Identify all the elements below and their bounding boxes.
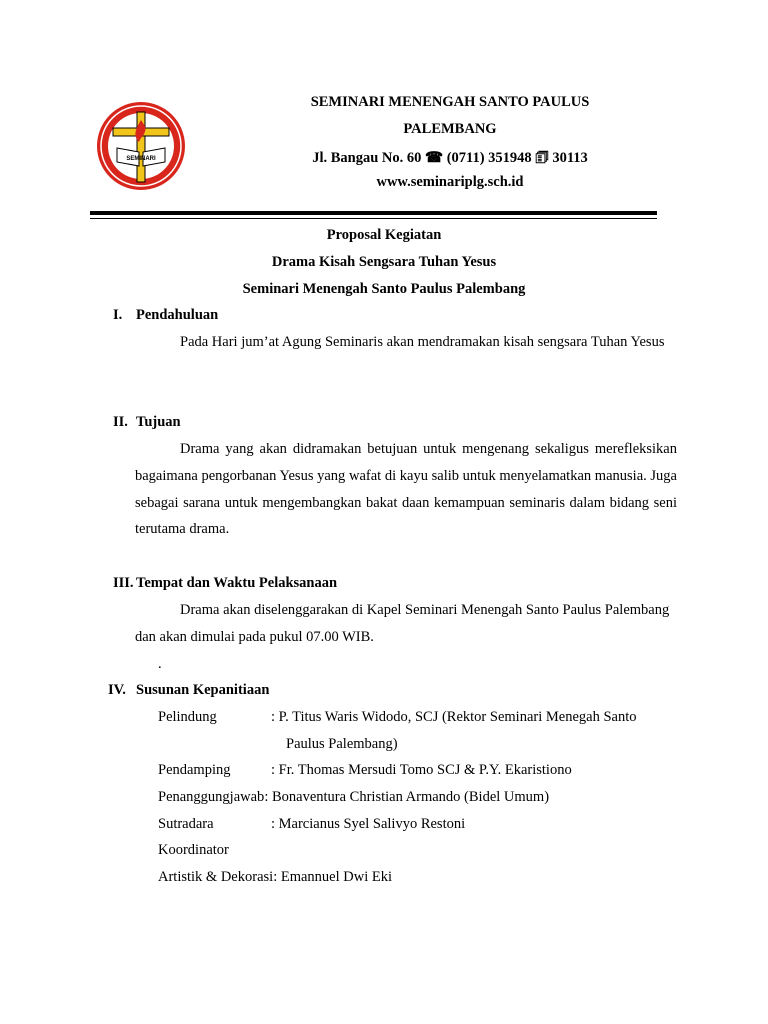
doc-title-line1: Proposal Kegiatan [326,227,442,243]
website: www.seminariplg.sch.id [376,174,524,190]
postal-code: 30113 [552,150,588,166]
committee-row [158,762,572,779]
section-number: I. [113,307,123,323]
committee-member: : Marcianus Syel Salivyo Restoni [271,816,466,832]
phone: (0711) 351948 [446,150,532,166]
committee-member: : Emannuel Dwi Eki [273,869,392,885]
seminari-logo [95,98,187,194]
committee-role: Sutradara [158,816,214,832]
committee-row-cont [286,736,398,753]
committee-row [158,709,636,726]
committee-row [158,816,465,833]
section-title: Tempat dan Waktu Pelaksanaan [136,575,338,591]
committee-row [158,842,271,859]
doc-title-line3: Seminari Menengah Santo Paulus Palembang [242,281,526,297]
committee-role: Pendamping [158,762,231,778]
committee-member: : P. Titus Waris Widodo, SCJ (Rektor Seminari Menegah Santo [271,709,637,725]
header-rule-thick [90,211,657,215]
section-body: Pada Hari jum’at Agung Seminaris akan mendramakan kisah sengsara Tuhan Yesus [180,334,665,350]
section-title: Tujuan [136,414,181,430]
committee-member: : Bonaventura Christian Armando (Bidel Umum) [264,789,550,805]
institution-name: SEMINARI MENENGAH SANTO PAULUS [310,94,590,110]
section-title: Pendahuluan [136,307,219,323]
header-rule-thin [90,218,657,219]
mailbox-icon: 🗊 [535,150,549,166]
committee-row [158,789,549,806]
committee-member-cont: Paulus Palembang) [286,736,398,752]
section-body: Drama yang akan didramakan betujuan untuk mengenang sekaligus merefleksikan bagaimana pengorbanan Yesus yang wafat di kayu salib untuk menyelamatkan manusia. Juga sebagai sarana untuk mengembangkan bakat daan kemampuan seminaris dalam bidang seni terutama drama. [135,441,677,538]
phone-icon: ☎ [425,150,444,166]
section-number: III. [113,575,134,591]
contact-line [250,147,650,172]
committee-row [158,869,392,886]
stray-dot: . [158,656,162,672]
committee-role: Artistik & Dekorasi [158,869,274,885]
section-body: Drama akan diselenggarakan di Kapel Seminari Menengah Santo Paulus Palembang dan akan dimulai pada pukul 07.00 WIB. [135,602,670,645]
address: Jl. Bangau No. 60 [312,150,422,166]
committee-role: Penanggungjawab [158,789,265,805]
committee-member: : Fr. Thomas Mersudi Tomo SCJ & P.Y. Ekaristiono [271,762,572,778]
section-number: IV. [108,682,126,698]
committee-role: Pelindung [158,709,217,725]
committee-role: Koordinator [158,842,229,858]
section-number: II. [113,414,128,430]
institution-city: PALEMBANG [403,121,497,137]
section-title: Susunan Kepanitiaan [136,682,270,698]
logo-text: SEMINARI [126,156,156,162]
doc-title-line2: Drama Kisah Sengsara Tuhan Yesus [271,254,497,270]
